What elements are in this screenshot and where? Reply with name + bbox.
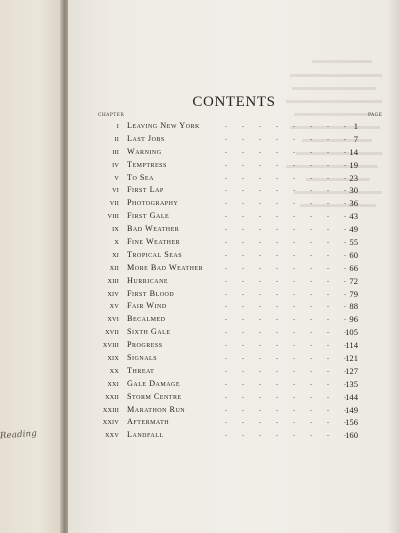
chapter-title: Marathon Run [127, 404, 186, 414]
page-number: 156 [345, 417, 358, 428]
chapter-title: Warning [127, 146, 162, 156]
chapter-title: Gale Damage [127, 378, 181, 388]
dot-leader: . . . . . . . . [225, 390, 346, 400]
page-number: 79 [349, 288, 358, 299]
page-number: 88 [349, 301, 358, 312]
dot-leader: . . . . . . . . [225, 313, 346, 323]
chapter-number: V [114, 174, 119, 182]
dot-leader: . . . . . . . . [225, 287, 346, 297]
chapter-number: VII [109, 200, 119, 208]
chapter-number: XXI [107, 380, 119, 388]
chapter-title: Signals [127, 353, 158, 363]
page-number: 60 [349, 249, 358, 260]
chapter-number: XXIV [102, 419, 119, 427]
chapter-title: Fine Weather [127, 237, 181, 247]
dot-leader: . . . . . . . . [225, 377, 346, 387]
chapter-number: XVIII [102, 342, 119, 350]
chapter-title: Last Jobs [127, 133, 165, 143]
chapter-title: Hurricane [127, 275, 169, 285]
chapter-number: XII [109, 264, 119, 272]
dot-leader: . . . . . . . . [225, 145, 346, 155]
contents-entry [0, 430, 400, 443]
chapter-number: XVI [107, 316, 119, 324]
page-number: 14 [349, 146, 358, 157]
chapter-title: Bad Weather [127, 224, 180, 234]
chapter-title: Threat [127, 365, 155, 375]
chapter-number: XVII [105, 329, 119, 337]
dot-leader: . . . . . . . . [225, 210, 346, 220]
page-number: 135 [345, 378, 358, 389]
chapter-title: Temptress [127, 159, 167, 169]
chapter-number: XXIII [102, 406, 119, 414]
dot-leader: . . . . . . . . [225, 120, 346, 129]
chapter-title: Fair Wind [127, 301, 167, 311]
page-number: 96 [349, 314, 358, 325]
dot-leader: . . . . . . . . [225, 403, 346, 413]
chapter-number: III [112, 148, 119, 156]
chapter-title: Tropical Seas [127, 249, 183, 259]
dot-leader: . . . . . . . . [225, 429, 346, 439]
page-number: 66 [349, 262, 358, 273]
chapter-title: Landfall [127, 430, 164, 440]
page-number: 55 [349, 237, 358, 248]
chapter-title: First Blood [127, 288, 175, 298]
chapter-number: IV [112, 161, 119, 169]
page-number: 1 [353, 121, 358, 131]
dot-leader: . . . . . . . . [225, 158, 346, 168]
chapter-title: Storm Centre [127, 391, 182, 401]
chapter-title: Photography [127, 198, 179, 208]
chapter-title: Sixth Gale [127, 327, 171, 337]
chapter-number: XX [109, 367, 119, 375]
dot-leader: . . . . . . . . [225, 171, 346, 181]
page-number: 72 [349, 275, 358, 286]
chapter-number: VIII [107, 213, 119, 221]
contents-list [0, 121, 400, 443]
dot-leader: . . . . . . . . [225, 326, 346, 336]
dot-leader: . . . . . . . . [225, 339, 346, 349]
page-number: 160 [345, 430, 358, 441]
page-number: 149 [345, 404, 358, 415]
chapter-number: II [114, 135, 119, 143]
chapter-column-heading: CHAPTER [98, 113, 125, 118]
chapter-number: IX [112, 226, 119, 234]
page-number: 36 [349, 198, 358, 209]
dot-leader: . . . . . . . . [225, 300, 346, 310]
page-number: 7 [353, 133, 358, 144]
page-number: 43 [349, 211, 358, 222]
page-number: 105 [345, 327, 358, 338]
chapter-number: XIX [107, 355, 119, 363]
chapter-number: XIII [107, 277, 119, 285]
page-number: 114 [345, 340, 358, 351]
dot-leader: . . . . . . . . [225, 364, 346, 374]
chapter-title: More Bad Weather [127, 262, 204, 272]
page-number: 127 [345, 365, 358, 376]
page-number: 19 [349, 159, 358, 170]
chapter-title: To Sea [127, 172, 154, 182]
chapter-number: XIV [107, 290, 119, 298]
page-number: 144 [345, 391, 358, 402]
page-number: 49 [349, 224, 358, 235]
chapter-number: I [116, 123, 119, 130]
chapter-number: VI [112, 187, 119, 195]
dot-leader: . . . . . . . . [225, 416, 346, 426]
chapter-title: Leaving New York [127, 121, 200, 130]
dot-leader: . . . . . . . . [225, 197, 346, 207]
chapter-title: First Lap [127, 185, 164, 195]
chapter-number: XXII [105, 393, 119, 401]
chapter-number: XI [112, 251, 119, 259]
dot-leader: . . . . . . . . [225, 248, 346, 258]
page-number: 30 [349, 185, 358, 196]
dot-leader: . . . . . . . . [225, 223, 346, 233]
chapter-title: Progress [127, 340, 163, 350]
dot-leader: . . . . . . . . [225, 261, 346, 271]
left-page-text: Reading [0, 428, 38, 442]
page-column-heading: PAGE [368, 113, 383, 118]
chapter-title: First Gale [127, 211, 170, 221]
chapter-number: XV [109, 303, 119, 311]
page-number: 23 [349, 172, 358, 183]
page-number: 121 [345, 353, 358, 364]
contents-title: CONTENTS [192, 94, 276, 110]
dot-leader: . . . . . . . . [225, 184, 346, 194]
chapter-title: Aftermath [127, 417, 170, 427]
chapter-number: X [114, 239, 119, 247]
dot-leader: . . . . . . . . [225, 274, 346, 284]
chapter-title: Becalmed [127, 314, 166, 324]
chapter-number: XXV [104, 432, 119, 440]
dot-leader: . . . . . . . . [225, 132, 346, 142]
dot-leader: . . . . . . . . [225, 352, 346, 362]
dot-leader: . . . . . . . . [225, 236, 346, 246]
